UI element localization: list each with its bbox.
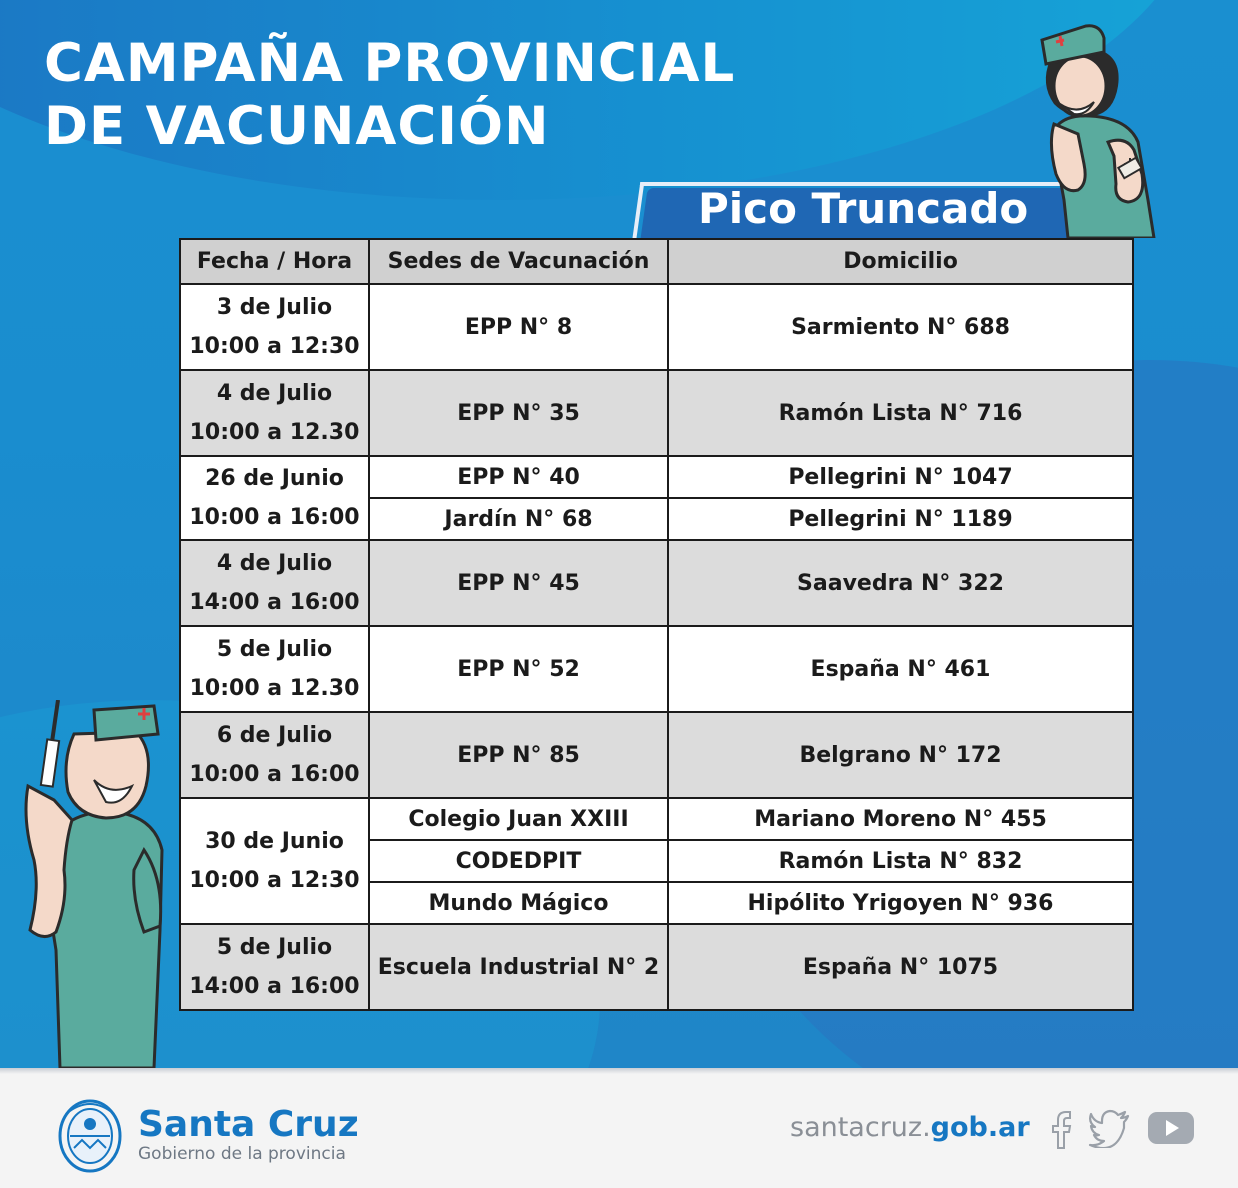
address-cell: Pellegrini N° 1189: [668, 498, 1133, 540]
time-text: 14:00 a 16:00: [189, 590, 360, 615]
site-cell: EPP N° 45: [369, 540, 668, 626]
title-line-1: CAMPAÑA PROVINCIAL: [44, 33, 736, 94]
table-row: [180, 540, 1133, 626]
footer: [0, 1068, 1238, 1188]
page-title: [44, 32, 735, 158]
site-cell: Jardín N° 68: [369, 498, 668, 540]
website-domain: santacruz.: [790, 1112, 931, 1143]
column-header-site: Sedes de Vacunación: [369, 239, 668, 284]
date-cell: [180, 798, 369, 924]
footer-shadow: [0, 1068, 1238, 1074]
address-cell: Ramón Lista N° 832: [668, 840, 1133, 882]
date-cell: [180, 370, 369, 456]
site-cell: Escuela Industrial N° 2: [369, 924, 668, 1010]
site-cell: EPP N° 40: [369, 456, 668, 498]
date-cell: [180, 712, 369, 798]
address-cell: Belgrano N° 172: [668, 712, 1133, 798]
site-cell: EPP N° 35: [369, 370, 668, 456]
brand-subtitle: Gobierno de la provincia: [138, 1144, 346, 1164]
date-cell: [180, 284, 369, 370]
site-cell: Mundo Mágico: [369, 882, 668, 924]
table-row: [180, 626, 1133, 712]
site-cell: EPP N° 8: [369, 284, 668, 370]
vaccination-schedule-table: [179, 238, 1132, 1011]
city-tab: [636, 182, 1076, 238]
column-header-date: Fecha / Hora: [180, 239, 369, 284]
site-cell: EPP N° 52: [369, 626, 668, 712]
table-row: [180, 456, 1133, 498]
address-cell: Hipólito Yrigoyen N° 936: [668, 882, 1133, 924]
city-name: Pico Truncado: [698, 184, 1029, 233]
table-row: [180, 712, 1133, 798]
nurse-syringe-illustration: [14, 700, 174, 1068]
twitter-icon[interactable]: [1088, 1108, 1132, 1148]
nurse-flexing-illustration: [1030, 24, 1160, 238]
date-text: 30 de Junio: [205, 829, 344, 854]
address-cell: Pellegrini N° 1047: [668, 456, 1133, 498]
date-text: 26 de Junio: [205, 466, 344, 491]
site-cell: EPP N° 85: [369, 712, 668, 798]
table-row: [180, 798, 1133, 840]
time-text: 10:00 a 12:30: [189, 868, 360, 893]
date-text: 5 de Julio: [216, 637, 333, 662]
date-text: 6 de Julio: [216, 723, 333, 748]
site-cell: CODEDPIT: [369, 840, 668, 882]
address-cell: Mariano Moreno N° 455: [668, 798, 1133, 840]
time-text: 10:00 a 16:00: [189, 762, 360, 787]
website-link[interactable]: [790, 1112, 1030, 1143]
province-seal-icon: [56, 1096, 124, 1174]
date-cell: [180, 540, 369, 626]
date-cell: [180, 456, 369, 540]
table-row: [180, 924, 1133, 1010]
time-text: 10:00 a 16:00: [189, 505, 360, 530]
website-tld: gob.ar: [930, 1112, 1030, 1143]
address-cell: Sarmiento N° 688: [668, 284, 1133, 370]
table-row: [180, 284, 1133, 370]
address-cell: España N° 1075: [668, 924, 1133, 1010]
date-cell: [180, 626, 369, 712]
date-text: 4 de Julio: [216, 381, 333, 406]
title-line-2: DE VACUNACIÓN: [44, 96, 550, 157]
youtube-icon[interactable]: [1146, 1108, 1196, 1148]
time-text: 10:00 a 12:30: [189, 334, 360, 359]
date-text: 5 de Julio: [216, 935, 333, 960]
date-cell: [180, 924, 369, 1010]
facebook-icon[interactable]: [1048, 1108, 1074, 1150]
time-text: 14:00 a 16:00: [189, 974, 360, 999]
address-cell: España N° 461: [668, 626, 1133, 712]
address-cell: Saavedra N° 322: [668, 540, 1133, 626]
address-cell: Ramón Lista N° 716: [668, 370, 1133, 456]
time-text: 10:00 a 12.30: [189, 676, 360, 701]
date-text: 3 de Julio: [216, 295, 333, 320]
table-row: [180, 370, 1133, 456]
brand-name: Santa Cruz: [138, 1104, 359, 1145]
site-cell: Colegio Juan XXIII: [369, 798, 668, 840]
date-text: 4 de Julio: [216, 551, 333, 576]
column-header-address: Domicilio: [668, 239, 1133, 284]
time-text: 10:00 a 12.30: [189, 420, 360, 445]
